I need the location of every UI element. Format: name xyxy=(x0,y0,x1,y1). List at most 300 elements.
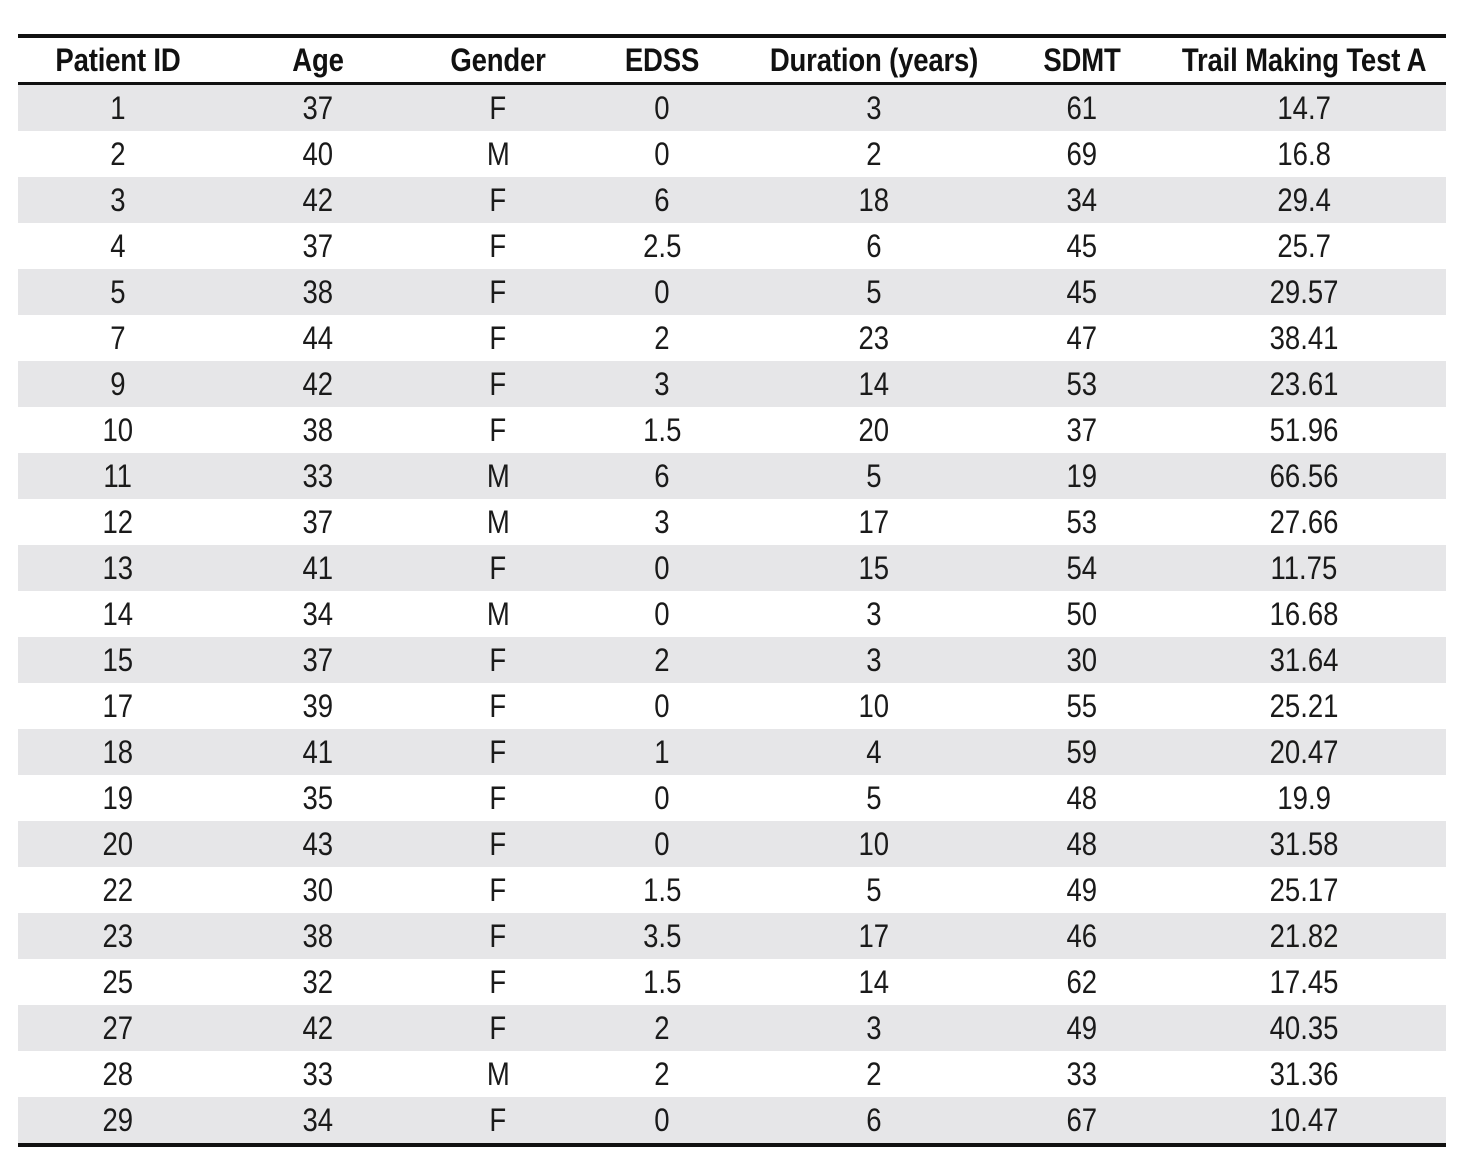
header-edss: EDSS xyxy=(590,38,734,84)
cell-value: 37 xyxy=(302,89,334,126)
cell-gender xyxy=(418,1051,578,1097)
cell-value: 38 xyxy=(302,917,334,954)
cell-age xyxy=(218,545,418,591)
cell-gender xyxy=(418,131,578,177)
cell-value: F xyxy=(489,365,507,402)
cell-value: 11 xyxy=(103,457,133,494)
cell-value: F xyxy=(489,273,507,310)
cell-value: 42 xyxy=(302,1009,334,1046)
cell-value: 23 xyxy=(102,917,134,954)
cell-value: F xyxy=(489,963,507,1000)
table-row xyxy=(18,913,1446,959)
cell-value: 0 xyxy=(654,273,670,310)
table-row xyxy=(18,821,1446,867)
cell-value: 17 xyxy=(858,917,890,954)
cell-value: 5 xyxy=(866,871,882,908)
cell-value: F xyxy=(489,181,507,218)
cell-trail-making-a xyxy=(1162,729,1446,775)
cell-patient-id xyxy=(18,499,218,545)
header-duration: Duration (years) xyxy=(764,38,984,84)
cell-value: 0 xyxy=(654,89,670,126)
table-row xyxy=(18,1051,1446,1097)
cell-value: 49 xyxy=(1066,871,1098,908)
cell-value: 5 xyxy=(866,457,882,494)
cell-value: 2 xyxy=(110,135,126,172)
cell-value: 3 xyxy=(654,503,670,540)
cell-sdmt xyxy=(1002,361,1162,407)
cell-value: 67 xyxy=(1066,1101,1098,1138)
cell-duration xyxy=(746,729,1002,775)
cell-sdmt xyxy=(1002,223,1162,269)
cell-trail-making-a xyxy=(1162,821,1446,867)
cell-value: F xyxy=(489,227,507,264)
cell-duration xyxy=(746,591,1002,637)
cell-patient-id xyxy=(18,453,218,499)
cell-value: 37 xyxy=(302,641,334,678)
table-row xyxy=(18,729,1446,775)
cell-value: F xyxy=(489,917,507,954)
cell-patient-id xyxy=(18,361,218,407)
cell-value: 9 xyxy=(110,365,126,402)
cell-value: 34 xyxy=(302,1101,334,1138)
cell-value: 7 xyxy=(110,319,126,356)
patient-table-container xyxy=(18,34,1446,1147)
cell-value: 55 xyxy=(1066,687,1098,724)
cell-value: 31.64 xyxy=(1269,641,1339,678)
table-row xyxy=(18,315,1446,361)
cell-trail-making-a xyxy=(1162,959,1446,1005)
patient-data-table xyxy=(18,38,1446,1143)
cell-patient-id xyxy=(18,1097,218,1143)
cell-edss xyxy=(578,959,746,1005)
cell-value: 0 xyxy=(654,135,670,172)
cell-value: 1.5 xyxy=(642,871,682,908)
cell-value: 27 xyxy=(102,1009,134,1046)
cell-value: F xyxy=(489,733,507,770)
cell-value: 2 xyxy=(654,1009,670,1046)
cell-value: 48 xyxy=(1066,779,1098,816)
cell-value: 17 xyxy=(858,503,890,540)
cell-gender xyxy=(418,867,578,913)
cell-value: 30 xyxy=(302,871,334,908)
cell-value: 3.5 xyxy=(642,917,682,954)
table-row xyxy=(18,407,1446,453)
cell-trail-making-a xyxy=(1162,223,1446,269)
cell-value: 3 xyxy=(866,595,882,632)
cell-sdmt xyxy=(1002,821,1162,867)
cell-age xyxy=(218,959,418,1005)
cell-age xyxy=(218,821,418,867)
cell-edss xyxy=(578,499,746,545)
cell-value: 49 xyxy=(1066,1009,1098,1046)
cell-gender xyxy=(418,1005,578,1051)
cell-value: 40.35 xyxy=(1269,1009,1339,1046)
cell-value: 40 xyxy=(302,135,334,172)
cell-value: M xyxy=(486,595,510,632)
cell-value: 14 xyxy=(858,365,890,402)
cell-value: 3 xyxy=(866,641,882,678)
cell-duration xyxy=(746,269,1002,315)
cell-age xyxy=(218,775,418,821)
cell-value: 12 xyxy=(102,503,134,540)
cell-trail-making-a xyxy=(1162,683,1446,729)
cell-sdmt xyxy=(1002,959,1162,1005)
table-row xyxy=(18,637,1446,683)
cell-value: 61 xyxy=(1066,89,1098,126)
cell-gender xyxy=(418,453,578,499)
cell-duration xyxy=(746,545,1002,591)
cell-value: 13 xyxy=(102,549,134,586)
cell-patient-id xyxy=(18,1005,218,1051)
cell-value: M xyxy=(486,135,510,172)
cell-value: 1 xyxy=(654,733,670,770)
header-patient-id: Patient ID xyxy=(32,38,204,84)
cell-sdmt xyxy=(1002,453,1162,499)
cell-value: 53 xyxy=(1066,503,1098,540)
cell-duration xyxy=(746,637,1002,683)
cell-duration xyxy=(746,1005,1002,1051)
table-bottom-rule xyxy=(18,1143,1446,1147)
cell-value: 41 xyxy=(302,733,334,770)
cell-value: F xyxy=(489,411,507,448)
cell-gender xyxy=(418,591,578,637)
cell-value: 20.47 xyxy=(1269,733,1339,770)
cell-value: F xyxy=(489,779,507,816)
cell-sdmt xyxy=(1002,637,1162,683)
cell-edss xyxy=(578,131,746,177)
cell-value: 28 xyxy=(102,1055,134,1092)
cell-gender xyxy=(418,315,578,361)
cell-sdmt xyxy=(1002,775,1162,821)
cell-value: 1 xyxy=(110,89,126,126)
cell-value: 21.82 xyxy=(1269,917,1339,954)
cell-duration xyxy=(746,84,1002,132)
cell-sdmt xyxy=(1002,683,1162,729)
cell-value: 0 xyxy=(654,1101,670,1138)
cell-patient-id xyxy=(18,131,218,177)
cell-value: 42 xyxy=(302,365,334,402)
cell-gender xyxy=(418,637,578,683)
cell-duration xyxy=(746,407,1002,453)
cell-age xyxy=(218,84,418,132)
cell-value: 25.21 xyxy=(1269,687,1339,724)
cell-trail-making-a xyxy=(1162,131,1446,177)
cell-age xyxy=(218,177,418,223)
cell-trail-making-a xyxy=(1162,499,1446,545)
cell-value: 2 xyxy=(654,319,670,356)
cell-age xyxy=(218,1051,418,1097)
table-row xyxy=(18,775,1446,821)
cell-value: 3 xyxy=(866,1009,882,1046)
cell-age xyxy=(218,131,418,177)
cell-value: 23.61 xyxy=(1269,365,1339,402)
cell-age xyxy=(218,499,418,545)
cell-edss xyxy=(578,315,746,361)
cell-value: 1.5 xyxy=(642,963,682,1000)
cell-value: 6 xyxy=(866,227,882,264)
cell-value: 25.17 xyxy=(1269,871,1339,908)
cell-trail-making-a xyxy=(1162,867,1446,913)
cell-duration xyxy=(746,821,1002,867)
cell-value: 19 xyxy=(1066,457,1098,494)
cell-value: 15 xyxy=(858,549,890,586)
cell-value: 48 xyxy=(1066,825,1098,862)
cell-sdmt xyxy=(1002,407,1162,453)
cell-duration xyxy=(746,315,1002,361)
cell-gender xyxy=(418,729,578,775)
cell-value: 22 xyxy=(102,871,134,908)
cell-age xyxy=(218,223,418,269)
cell-value: F xyxy=(489,549,507,586)
cell-duration xyxy=(746,1097,1002,1143)
cell-duration xyxy=(746,959,1002,1005)
cell-gender xyxy=(418,177,578,223)
cell-value: 37 xyxy=(302,503,334,540)
cell-value: 14 xyxy=(858,963,890,1000)
cell-age xyxy=(218,1097,418,1143)
table-row xyxy=(18,84,1446,132)
cell-value: 2 xyxy=(866,1055,882,1092)
cell-age xyxy=(218,637,418,683)
cell-trail-making-a xyxy=(1162,913,1446,959)
cell-value: 51.96 xyxy=(1269,411,1339,448)
cell-value: 27.66 xyxy=(1269,503,1339,540)
cell-edss xyxy=(578,591,746,637)
cell-value: 2 xyxy=(654,1055,670,1092)
cell-value: 37 xyxy=(302,227,334,264)
cell-gender xyxy=(418,913,578,959)
cell-value: 4 xyxy=(110,227,126,264)
cell-value: 38 xyxy=(302,411,334,448)
header-row xyxy=(18,38,1446,84)
cell-value: F xyxy=(489,871,507,908)
cell-value: 42 xyxy=(302,181,334,218)
cell-patient-id xyxy=(18,913,218,959)
cell-value: 3 xyxy=(654,365,670,402)
cell-trail-making-a xyxy=(1162,637,1446,683)
cell-value: 25.7 xyxy=(1277,227,1331,264)
cell-trail-making-a xyxy=(1162,775,1446,821)
cell-duration xyxy=(746,223,1002,269)
cell-value: 43 xyxy=(302,825,334,862)
cell-value: F xyxy=(489,319,507,356)
cell-sdmt xyxy=(1002,1005,1162,1051)
cell-trail-making-a xyxy=(1162,1005,1446,1051)
cell-value: 19 xyxy=(102,779,134,816)
cell-sdmt xyxy=(1002,729,1162,775)
cell-value: 0 xyxy=(654,779,670,816)
cell-value: 20 xyxy=(102,825,134,862)
cell-edss xyxy=(578,1097,746,1143)
cell-value: 0 xyxy=(654,549,670,586)
cell-value: 16.8 xyxy=(1277,135,1331,172)
cell-edss xyxy=(578,637,746,683)
table-body xyxy=(18,84,1446,1144)
cell-value: M xyxy=(486,503,510,540)
cell-value: 45 xyxy=(1066,273,1098,310)
cell-patient-id xyxy=(18,84,218,132)
cell-gender xyxy=(418,407,578,453)
header-age: Age xyxy=(232,38,404,84)
cell-edss xyxy=(578,177,746,223)
cell-value: 66.56 xyxy=(1269,457,1339,494)
cell-patient-id xyxy=(18,315,218,361)
cell-value: 25 xyxy=(102,963,134,1000)
cell-patient-id xyxy=(18,821,218,867)
cell-edss xyxy=(578,913,746,959)
table-row xyxy=(18,1097,1446,1143)
cell-patient-id xyxy=(18,269,218,315)
header-trail-making-a: Trail Making Test A xyxy=(1182,38,1426,84)
cell-value: 10 xyxy=(858,825,890,862)
cell-gender xyxy=(418,269,578,315)
cell-sdmt xyxy=(1002,315,1162,361)
cell-value: 34 xyxy=(1066,181,1098,218)
cell-age xyxy=(218,269,418,315)
cell-value: 17 xyxy=(102,687,134,724)
cell-patient-id xyxy=(18,959,218,1005)
cell-value: 31.36 xyxy=(1269,1055,1339,1092)
cell-sdmt xyxy=(1002,1051,1162,1097)
cell-duration xyxy=(746,913,1002,959)
cell-value: 11.75 xyxy=(1270,549,1338,586)
cell-duration xyxy=(746,131,1002,177)
cell-patient-id xyxy=(18,683,218,729)
cell-value: F xyxy=(489,641,507,678)
table-row xyxy=(18,545,1446,591)
cell-patient-id xyxy=(18,637,218,683)
cell-value: 3 xyxy=(110,181,126,218)
cell-value: 23 xyxy=(858,319,890,356)
cell-value: 18 xyxy=(858,181,890,218)
cell-value: 47 xyxy=(1066,319,1098,356)
cell-duration xyxy=(746,775,1002,821)
cell-value: 1.5 xyxy=(642,411,682,448)
cell-trail-making-a xyxy=(1162,1051,1446,1097)
cell-value: 0 xyxy=(654,825,670,862)
cell-gender xyxy=(418,545,578,591)
cell-value: 50 xyxy=(1066,595,1098,632)
table-row xyxy=(18,1005,1446,1051)
cell-value: 32 xyxy=(302,963,334,1000)
cell-value: 37 xyxy=(1066,411,1098,448)
cell-edss xyxy=(578,223,746,269)
cell-value: 29 xyxy=(102,1101,134,1138)
cell-edss xyxy=(578,683,746,729)
cell-patient-id xyxy=(18,177,218,223)
cell-gender xyxy=(418,821,578,867)
cell-value: 10 xyxy=(858,687,890,724)
cell-value: 41 xyxy=(302,549,334,586)
cell-value: 34 xyxy=(302,595,334,632)
cell-value: F xyxy=(489,1009,507,1046)
cell-gender xyxy=(418,1097,578,1143)
header-gender: Gender xyxy=(429,38,567,84)
cell-sdmt xyxy=(1002,84,1162,132)
cell-value: 33 xyxy=(302,1055,334,1092)
cell-value: 44 xyxy=(302,319,334,356)
cell-value: 29.4 xyxy=(1277,181,1331,218)
cell-age xyxy=(218,407,418,453)
cell-value: 14.7 xyxy=(1277,89,1331,126)
cell-value: 38 xyxy=(302,273,334,310)
header-sdmt: SDMT xyxy=(1013,38,1151,84)
cell-edss xyxy=(578,821,746,867)
table-row xyxy=(18,683,1446,729)
cell-gender xyxy=(418,499,578,545)
cell-patient-id xyxy=(18,545,218,591)
cell-duration xyxy=(746,453,1002,499)
cell-age xyxy=(218,315,418,361)
cell-value: 2 xyxy=(654,641,670,678)
cell-trail-making-a xyxy=(1162,315,1446,361)
cell-sdmt xyxy=(1002,269,1162,315)
table-row xyxy=(18,959,1446,1005)
cell-sdmt xyxy=(1002,131,1162,177)
cell-duration xyxy=(746,177,1002,223)
cell-gender xyxy=(418,361,578,407)
cell-value: 16.68 xyxy=(1269,595,1339,632)
cell-gender xyxy=(418,223,578,269)
cell-patient-id xyxy=(18,775,218,821)
cell-trail-making-a xyxy=(1162,177,1446,223)
cell-value: M xyxy=(486,1055,510,1092)
cell-value: 18 xyxy=(102,733,134,770)
cell-value: 69 xyxy=(1066,135,1098,172)
cell-edss xyxy=(578,361,746,407)
cell-value: 0 xyxy=(654,687,670,724)
cell-trail-making-a xyxy=(1162,545,1446,591)
table-row xyxy=(18,591,1446,637)
cell-sdmt xyxy=(1002,1097,1162,1143)
cell-value: 3 xyxy=(866,89,882,126)
cell-age xyxy=(218,729,418,775)
cell-value: 39 xyxy=(302,687,334,724)
cell-value: 62 xyxy=(1066,963,1098,1000)
cell-value: 6 xyxy=(654,457,670,494)
table-header xyxy=(18,38,1446,84)
cell-edss xyxy=(578,729,746,775)
cell-sdmt xyxy=(1002,545,1162,591)
cell-value: 35 xyxy=(302,779,334,816)
cell-duration xyxy=(746,683,1002,729)
cell-duration xyxy=(746,867,1002,913)
cell-edss xyxy=(578,775,746,821)
cell-trail-making-a xyxy=(1162,591,1446,637)
cell-edss xyxy=(578,84,746,132)
cell-value: 53 xyxy=(1066,365,1098,402)
table-row xyxy=(18,131,1446,177)
cell-edss xyxy=(578,867,746,913)
cell-trail-making-a xyxy=(1162,1097,1446,1143)
cell-edss xyxy=(578,269,746,315)
cell-value: 45 xyxy=(1066,227,1098,264)
cell-value: 31.58 xyxy=(1269,825,1339,862)
cell-value: 46 xyxy=(1066,917,1098,954)
cell-sdmt xyxy=(1002,867,1162,913)
cell-age xyxy=(218,361,418,407)
cell-value: 17.45 xyxy=(1269,963,1339,1000)
cell-duration xyxy=(746,361,1002,407)
cell-value: M xyxy=(486,457,510,494)
cell-trail-making-a xyxy=(1162,269,1446,315)
cell-edss xyxy=(578,1051,746,1097)
cell-edss xyxy=(578,1005,746,1051)
cell-value: F xyxy=(489,825,507,862)
cell-trail-making-a xyxy=(1162,361,1446,407)
table-row xyxy=(18,177,1446,223)
cell-value: F xyxy=(489,687,507,724)
